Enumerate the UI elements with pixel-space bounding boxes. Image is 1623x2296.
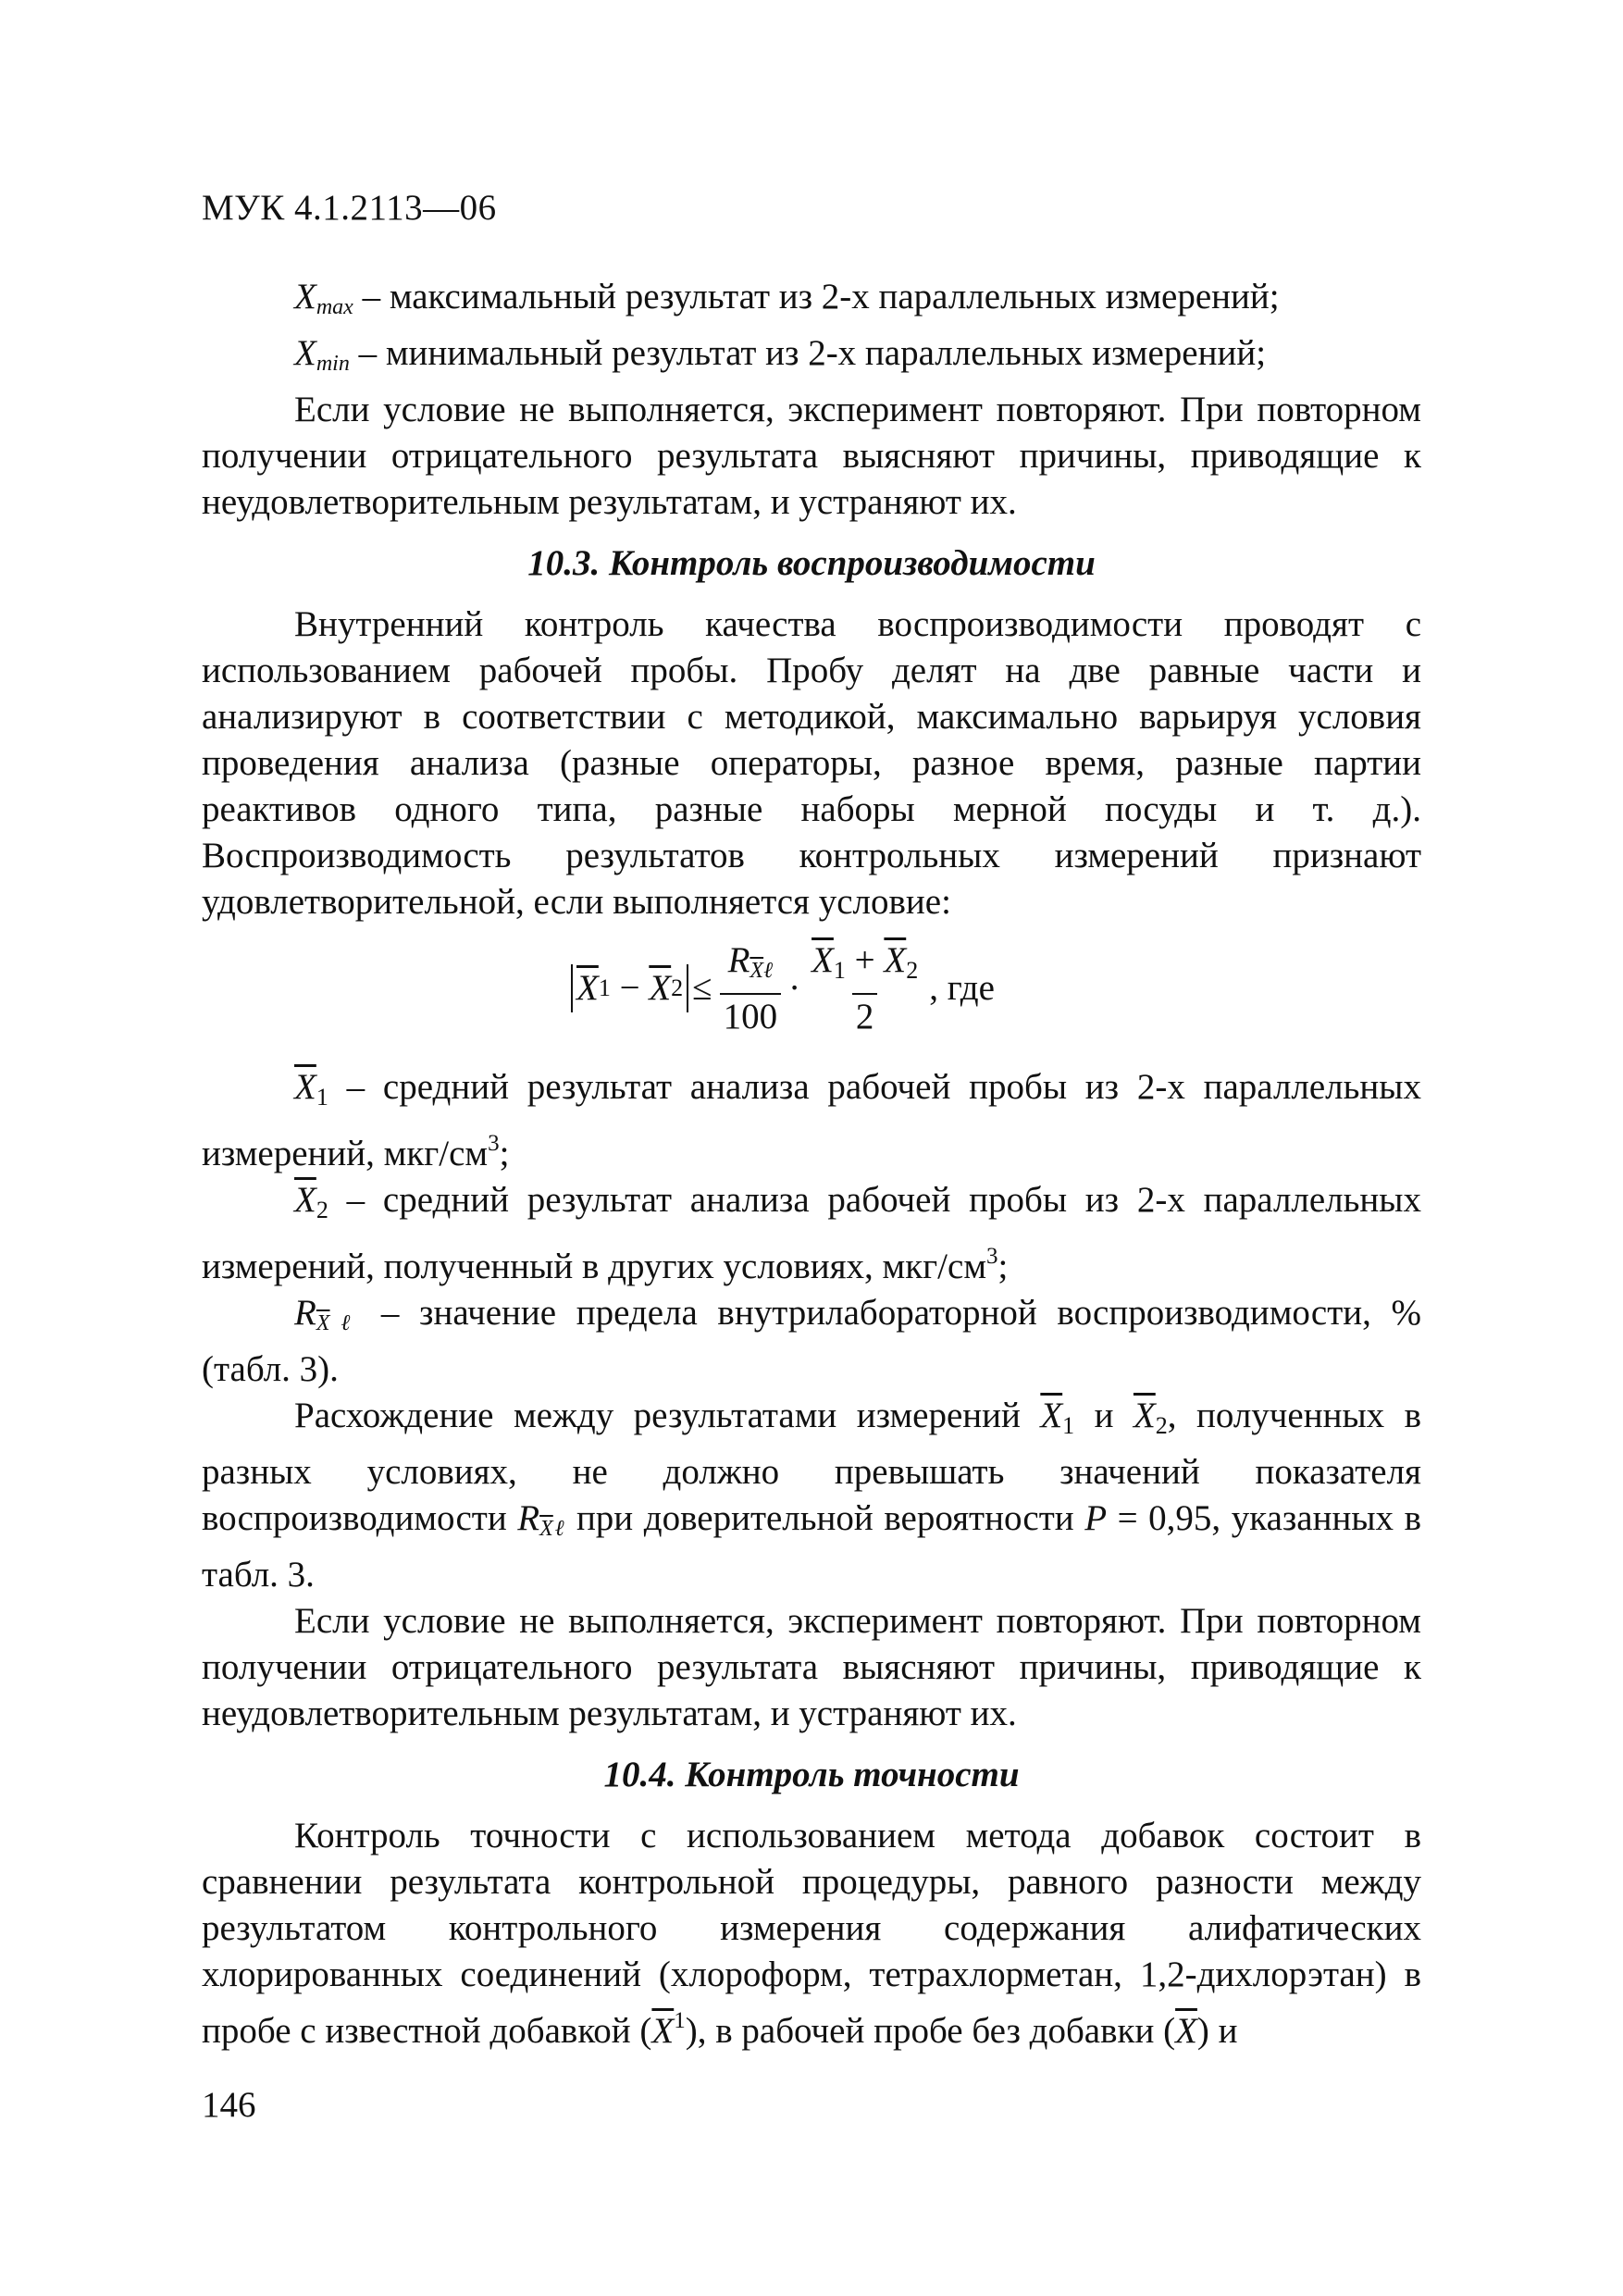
formula-minus: −	[619, 968, 640, 1008]
definition-x2-mean	[202, 1177, 1421, 1290]
formula-num-x1-sub: 1	[833, 956, 846, 984]
x1-mean-sup: 3	[488, 1131, 500, 1156]
definition-xmin	[202, 330, 1421, 387]
abs-bar-left	[571, 964, 573, 1012]
r-limit-sub2: ℓ	[329, 1311, 362, 1335]
formula-dot: ·	[788, 968, 801, 1008]
formula-x1-sub: 1	[598, 974, 611, 1001]
document-code: МУК 4.1.2113—06	[202, 188, 497, 228]
x2-mean-sup: 3	[986, 1244, 998, 1269]
abs-bar-right	[687, 964, 688, 1012]
definition-x1-mean	[202, 1064, 1421, 1177]
r-limit-sub: X	[316, 1311, 330, 1335]
discrepancy-x2: $\overline{X}$	[1133, 1396, 1156, 1435]
formula-x1: $\overline{X}$	[576, 968, 599, 1008]
discrepancy-x2-sub: 2	[1155, 1412, 1168, 1439]
x1-mean-end: ;	[499, 1134, 510, 1173]
formula-r-sub: X	[750, 958, 764, 983]
definition-xmax	[202, 274, 1421, 330]
formula-2: 2	[852, 993, 878, 1039]
r-limit-symbol: R	[294, 1293, 316, 1333]
discrepancy-a: Расхождение между результатами измерений	[294, 1396, 1021, 1435]
discrepancy-p-val: = 0,95, указанных в табл. 3.	[202, 1498, 1422, 1595]
section-heading-10-3: 10.3. Контроль воспроизводимости	[527, 543, 1096, 583]
x2-mean-sub: 2	[316, 1197, 328, 1223]
xmax-symbol: X	[294, 277, 316, 316]
formula-x2-sub: 2	[671, 974, 684, 1001]
discrepancy-c: , полученных в разных условиях, не должно превышать значений показателя воспроизводимости	[202, 1396, 1422, 1538]
formula-le: ≤	[692, 968, 712, 1008]
discrepancy-d: при доверительной вероятности	[576, 1498, 1074, 1538]
x2-mean-end: ;	[997, 1247, 1009, 1286]
formula-num-x2-sub: 2	[906, 956, 919, 984]
x2-mean-symbol: $\overline{X}$	[294, 1180, 316, 1220]
discrepancy-r: R	[517, 1498, 540, 1538]
accuracy-x-symbol: $\overline{X}$	[1175, 2011, 1197, 2051]
discrepancy-x1: $\overline{X}$	[1040, 1396, 1063, 1435]
definition-r-limit	[202, 1290, 1421, 1393]
x1-mean-sub: 1	[316, 1084, 328, 1111]
paragraph-repeat-2: Если условие не выполняется, эксперимент повторяют. При повторном получении отрицательного результата выясняют причины, приводящие к неудовлетворительным результатам, и устраняют их.	[202, 1601, 1421, 1733]
page-body	[202, 274, 1421, 2054]
discrepancy-p: P	[1084, 1498, 1108, 1538]
discrepancy-x1-sub: 1	[1062, 1412, 1075, 1439]
paragraph-repeat-1: Если условие не выполняется, эксперимент повторяют. При повторном получении отрицательного результата выясняют причины, приводящие к неудовлетворительным результатам, и устраняют их.	[202, 390, 1421, 522]
discrepancy-b: и	[1094, 1396, 1114, 1435]
formula-where: , где	[929, 968, 995, 1008]
discrepancy-r-sub: X	[539, 1517, 553, 1541]
x1-mean-symbol: $\overline{X}$	[294, 1067, 316, 1107]
formula-r-sub2: ℓ	[763, 958, 774, 983]
formula-100: 100	[720, 993, 782, 1039]
accuracy-text-c: ) и	[1196, 2011, 1238, 2051]
x2-mean-text: – средний результат анализа рабочей пробы из 2-х параллельных измерений, полученный в других условиях, мкг/см	[202, 1180, 1422, 1286]
formula-num-x2: $\overline{X}$	[884, 939, 907, 980]
x1-mean-text: – средний результат анализа рабочей пробы из 2-х параллельных измерений, мкг/см	[202, 1067, 1422, 1173]
accuracy-text-b: ), в рабочей пробе без добавки (	[685, 2011, 1176, 2051]
xmin-subscript: min	[316, 352, 350, 376]
paragraph-discrepancy	[202, 1393, 1421, 1598]
xmin-symbol: X	[294, 333, 316, 373]
discrepancy-r-sub2: ℓ	[552, 1517, 566, 1541]
section-heading-10-4: 10.4. Контроль точности	[603, 1755, 1020, 1794]
accuracy-text-a: Контроль точности с использованием метода добавок состоит в сравнении результата контрольной процедуры, равного разности между результатом контрольного измерения содержания алифатических хлорированных соединений (хлороформ, тетрахлорметан, 1,2-дихлорэтан) в пробе с известной добавкой (	[202, 1816, 1421, 2051]
paragraph-10-3: Внутренний контроль качества воспроизводимости проводят с использованием рабочей пробы. Пробу делят на две равные части и анализируют в соответствии с методикой, максимально варьируя условия проведения анализа (разные операторы, разное время, разные партии реактивов одного типа, разные наборы мерной посуды и т. д.). Воспроизводимость результатов контрольных измерений признают удовлетворительной, если выполняется условие:	[202, 604, 1421, 922]
fraction-r-100	[720, 938, 782, 1039]
formula-x2: $\overline{X}$	[649, 968, 672, 1008]
r-limit-text: – значение предела внутрилабораторной воспроизводимости, % (табл. 3).	[202, 1293, 1422, 1389]
xmin-text: – минимальный результат из 2-х параллельных измерений;	[358, 333, 1267, 373]
xmax-subscript: max	[316, 295, 353, 319]
xmax-text: – максимальный результат из 2-х параллельных измерений;	[362, 277, 1280, 316]
formula-num-x1: $\overline{X}$	[812, 939, 834, 980]
accuracy-xsup: 1	[674, 2008, 686, 2033]
reproducibility-formula	[202, 933, 1421, 1044]
paragraph-10-4	[202, 1813, 1421, 2054]
fraction-mean	[808, 938, 922, 1039]
formula-r: R	[727, 939, 750, 980]
accuracy-xsup-symbol: $\overline{X}$	[651, 2011, 675, 2051]
page-number: 146	[202, 2085, 256, 2125]
formula-plus: +	[854, 939, 875, 980]
